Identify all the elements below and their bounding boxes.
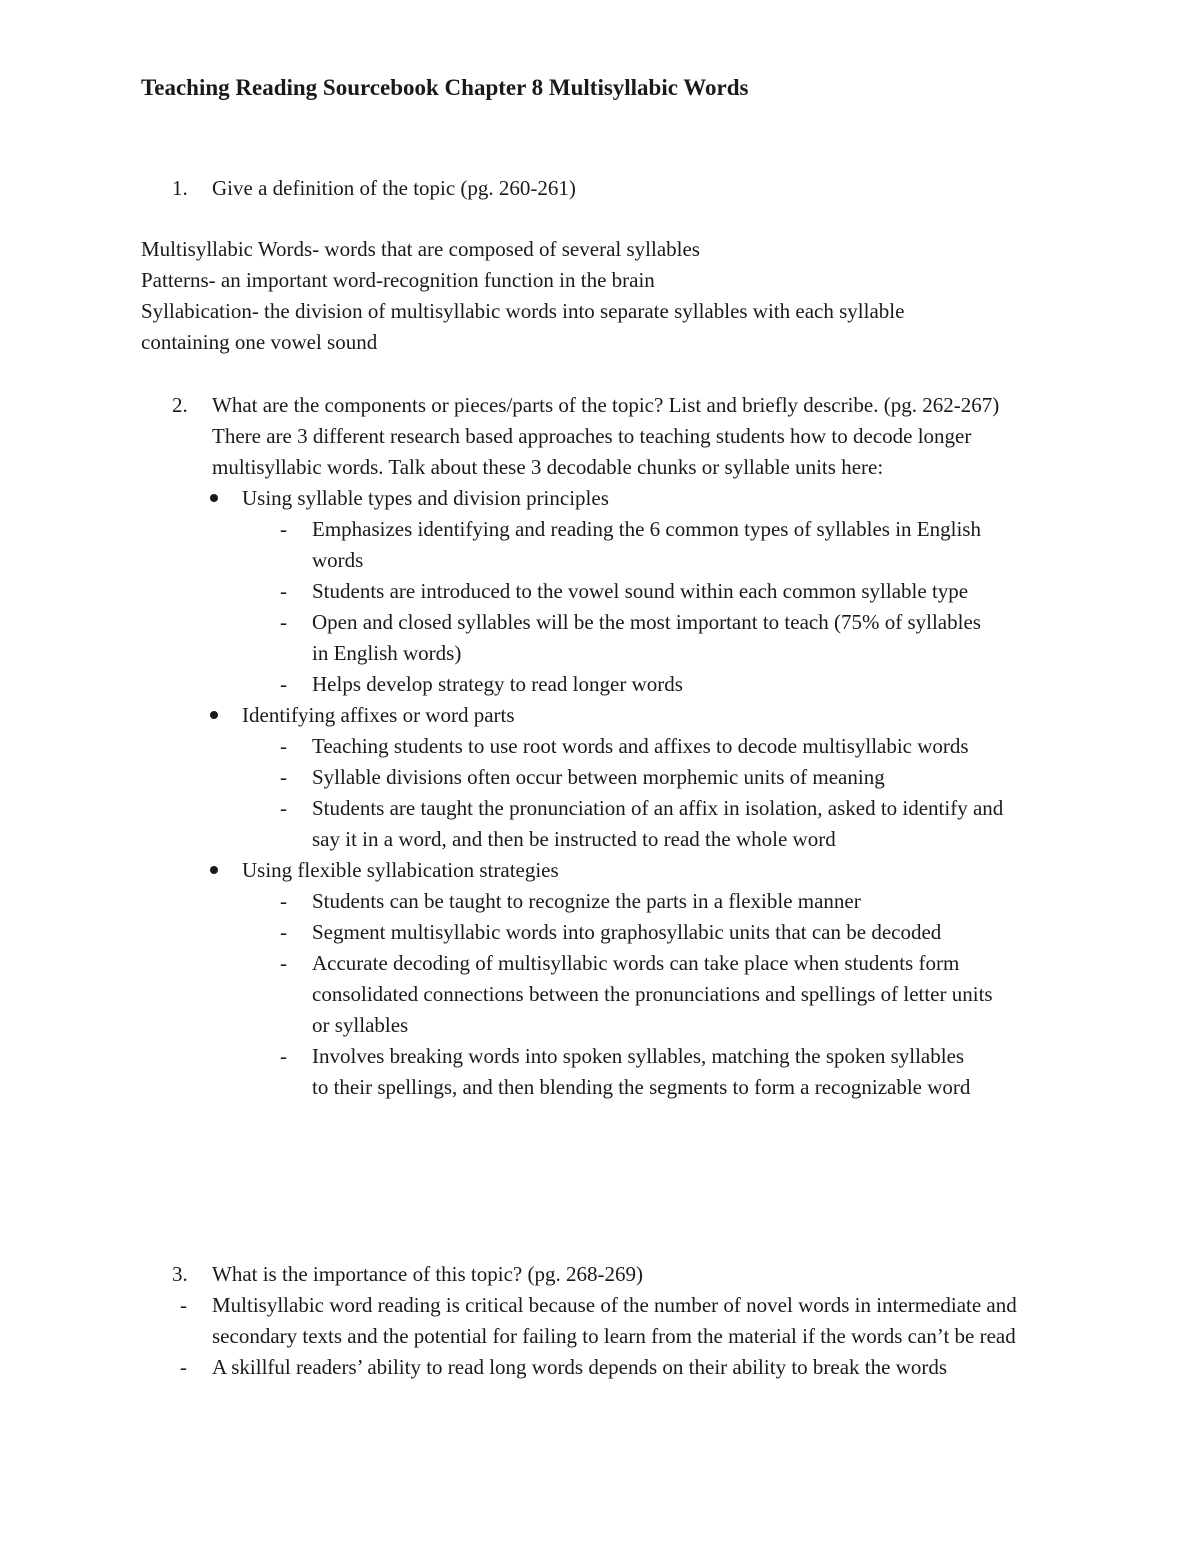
- approach-point-text: Teaching students to use root words and affixes to decode multisyllabic words: [312, 734, 969, 758]
- approach-point-text: Segment multisyllabic words into graphosyllabic units that can be decoded: [312, 920, 942, 944]
- question-3-text: What is the importance of this topic? (pg. 268-269): [212, 1262, 643, 1286]
- question-1: [172, 173, 1072, 204]
- question-2-intro: There are 3 different research based approaches to teaching students how to decode longer multisyllabic words. Talk about these 3 decodable chunks or syllable units here:: [212, 424, 972, 479]
- approach-point: [280, 731, 1012, 762]
- approach-point: [280, 576, 1012, 607]
- approach-item: [242, 483, 1072, 514]
- question-3-number: 3.: [172, 1262, 188, 1286]
- question-2: [172, 390, 1072, 1103]
- approach-point: [280, 886, 1032, 917]
- dash-marker: -: [280, 1044, 287, 1068]
- approach-point: [280, 793, 1032, 855]
- definition-line: Patterns- an important word-recognition function in the brain: [141, 268, 655, 292]
- approach-point: [280, 514, 1002, 576]
- approach-point: [280, 762, 1032, 793]
- approach-label: Using flexible syllabication strategies: [242, 858, 559, 882]
- approach-point-text: Students can be taught to recognize the parts in a flexible manner: [312, 889, 861, 913]
- importance-point-text: A skillful readers’ ability to read long words depends on their ability to break the words: [212, 1355, 948, 1379]
- dash-marker: -: [280, 672, 287, 696]
- bullet-icon: [210, 494, 218, 502]
- dash-marker: -: [180, 1293, 187, 1317]
- dash-marker: -: [180, 1355, 187, 1379]
- dash-marker: -: [280, 920, 287, 944]
- approach-point: [280, 607, 992, 669]
- bullet-icon: [210, 711, 218, 719]
- question-1-number: 1.: [172, 176, 188, 200]
- approach-point: [280, 1041, 972, 1103]
- approach-point: [280, 669, 1012, 700]
- dash-marker: -: [280, 734, 287, 758]
- definition-line: Syllabication- the division of multisyllabic words into separate syllables with each syllable: [141, 299, 905, 323]
- dash-marker: -: [280, 889, 287, 913]
- question-3: [172, 1259, 1072, 1383]
- approach-point-text: Open and closed syllables will be the most important to teach (75% of syllables in English words): [312, 610, 981, 665]
- approach-point-text: Students are introduced to the vowel sound within each common syllable type: [312, 579, 969, 603]
- definitions-block: [141, 234, 1041, 358]
- bullet-icon: [210, 866, 218, 874]
- approach-point-text: Syllable divisions often occur between morphemic units of meaning: [312, 765, 885, 789]
- importance-point-text: Multisyllabic word reading is critical because of the number of novel words in intermediate and secondary texts and the potential for failing to learn from the material if the words can’t be read: [212, 1293, 1017, 1348]
- dash-marker: -: [280, 517, 287, 541]
- question-2-text: What are the components or pieces/parts of the topic? List and briefly describe. (pg. 262-267): [212, 393, 1000, 417]
- question-2-number: 2.: [172, 393, 188, 417]
- approach-item: [242, 855, 1072, 886]
- definition-line: containing one vowel sound: [141, 330, 378, 354]
- approach-point-text: Helps develop strategy to read longer words: [312, 672, 683, 696]
- approach-point-text: Students are taught the pronunciation of an affix in isolation, asked to identify and say it in a word, and then be instructed to read the whole word: [312, 796, 1004, 851]
- dash-marker: -: [280, 610, 287, 634]
- approach-point-text: Emphasizes identifying and reading the 6 common types of syllables in English words: [312, 517, 981, 572]
- approach-point: [280, 917, 1032, 948]
- dash-marker: -: [280, 765, 287, 789]
- approach-point-text: Accurate decoding of multisyllabic words can take place when students form consolidated connections between the pronunciations and spellings of letter units or syllables: [312, 951, 993, 1037]
- approach-label: Using syllable types and division principles: [242, 486, 609, 510]
- dash-marker: -: [280, 951, 287, 975]
- document-title: Teaching Reading Sourcebook Chapter 8 Multisyllabic Words: [141, 75, 749, 100]
- approach-item: [242, 700, 1072, 731]
- dash-marker: -: [280, 579, 287, 603]
- question-1-text: Give a definition of the topic (pg. 260-261): [212, 176, 576, 200]
- approach-point-text: Involves breaking words into spoken syllables, matching the spoken syllables to their spellings, and then blending the segments to form a recognizable word: [312, 1044, 971, 1099]
- importance-point: [180, 1352, 1062, 1383]
- importance-point: [180, 1290, 1062, 1352]
- approach-label: Identifying affixes or word parts: [242, 703, 515, 727]
- approach-point: [280, 948, 1002, 1041]
- definition-line: Multisyllabic Words- words that are composed of several syllables: [141, 237, 700, 261]
- dash-marker: -: [280, 796, 287, 820]
